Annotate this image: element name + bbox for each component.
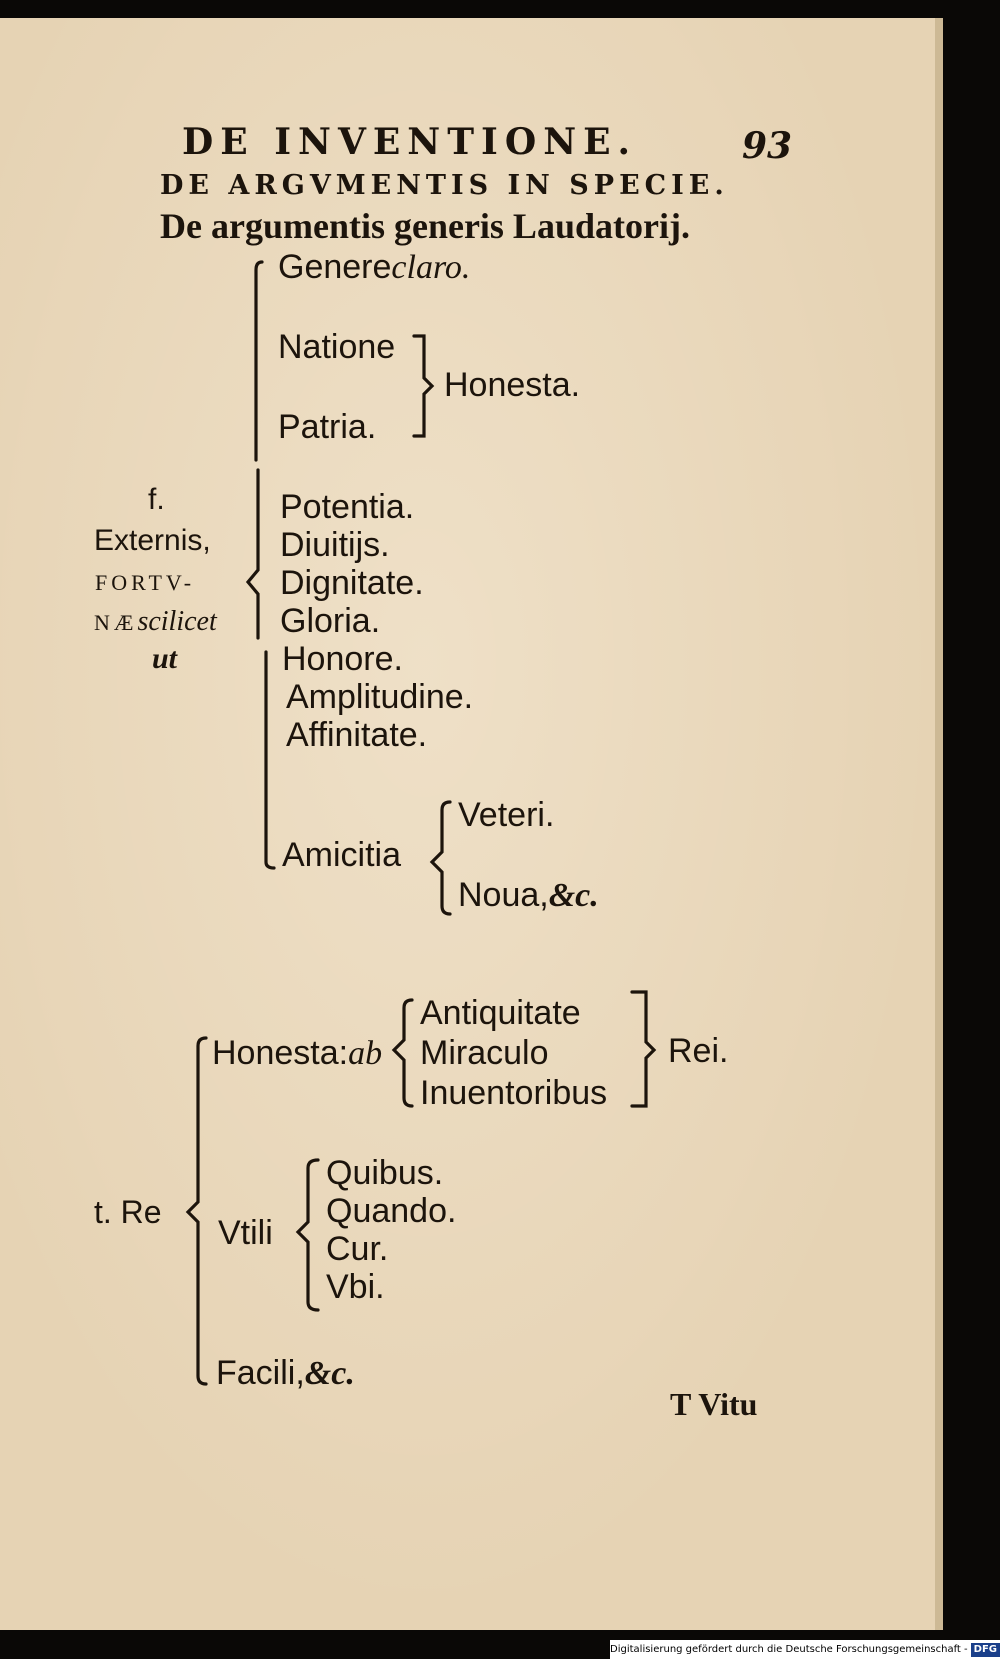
item-genere-claro: [278, 250, 470, 285]
item-facili-etc: [216, 1356, 355, 1391]
item-quibus: Quibus.: [326, 1154, 444, 1192]
item-rei: Rei.: [668, 1032, 729, 1070]
amicitia-brace: [432, 802, 450, 914]
main-brace-lower: [266, 652, 274, 868]
item-honesta-label: Honesta:: [212, 1034, 349, 1072]
item-antiquitate: Antiquitate: [420, 994, 581, 1032]
item-claro: claro.: [391, 249, 471, 286]
item-diuitijs: Diuitijs.: [280, 526, 390, 564]
item-ab: ab: [348, 1035, 383, 1072]
item-natione: Natione: [278, 328, 396, 366]
item-dignitate: Dignitate.: [280, 564, 424, 602]
honesta-bracket: [414, 336, 432, 436]
vtili-brace: [298, 1160, 318, 1310]
honesta-ab-brace: [394, 1000, 412, 1106]
side-label-f: f.: [148, 483, 165, 516]
item-honore: Honore.: [282, 640, 403, 678]
catchword: T Vitu: [670, 1386, 758, 1422]
item-cur: Cur.: [326, 1230, 389, 1268]
item-gloria: Gloria.: [280, 602, 381, 640]
item-genere: Genere: [278, 248, 392, 286]
digitization-footer: [610, 1640, 1000, 1659]
item-noua: Noua,: [458, 876, 549, 914]
item-veteri: Veteri.: [458, 796, 555, 834]
item-noua-etc: [458, 878, 599, 913]
side-label-scilicet: scilicet: [137, 606, 217, 637]
item-amicitia: Amicitia: [282, 836, 402, 874]
item-miraculo: Miraculo: [420, 1034, 549, 1072]
item-noua-etc-mark: &c.: [548, 877, 599, 914]
footer-text: Digitalisierung gefördert durch die Deutsche Forschungsgemeinschaft -: [610, 1644, 968, 1655]
heading-de-argumentis: DE ARGVMENTIS IN SPECIE.: [160, 170, 729, 201]
side-label-ut: ut: [152, 642, 178, 675]
side-label-nae-scilicet: [94, 606, 217, 636]
item-honesta: Honesta.: [444, 366, 581, 404]
heading-de-argumentis-generis: De argumentis generis Laudatorij.: [160, 206, 690, 246]
item-inuentoribus: Inuentoribus: [420, 1074, 608, 1112]
item-honesta-ab: [212, 1036, 382, 1071]
main-brace-mid: [248, 470, 258, 638]
item-amplitudine: Amplitudine.: [286, 678, 474, 716]
item-facili-etc-mark: &c.: [304, 1355, 355, 1392]
heading-de-inventione: DE INVENTIONE.: [182, 121, 638, 163]
side-label-fortv: FORTV-: [95, 570, 196, 595]
side-label-re: t. Re: [94, 1194, 162, 1230]
side-label-nae: NÆ: [94, 610, 138, 635]
item-vbi: Vbi.: [326, 1268, 385, 1306]
side-label-externis: Externis,: [94, 524, 211, 557]
main-brace-upper: [256, 262, 262, 460]
item-patria: Patria.: [278, 408, 377, 446]
dfg-logo: DFG: [971, 1643, 1000, 1657]
page-number: 93: [742, 125, 793, 167]
rei-bracket: [632, 992, 654, 1106]
item-vtili: Vtili: [218, 1214, 273, 1252]
item-quando: Quando.: [326, 1192, 457, 1230]
item-affinitate: Affinitate.: [286, 716, 428, 754]
item-facili: Facili,: [216, 1354, 305, 1392]
re-brace: [188, 1038, 206, 1384]
item-potentia: Potentia.: [280, 488, 415, 526]
